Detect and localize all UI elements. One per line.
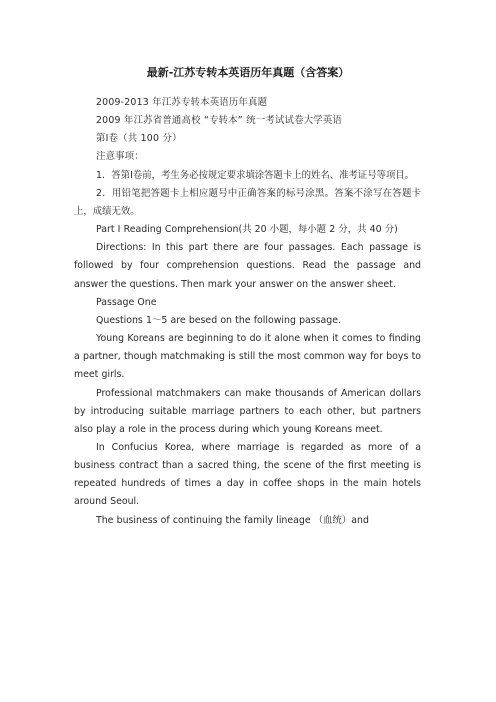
paragraph-passage-4: The business of continuing the family lineage （血统）and — [96, 514, 369, 526]
paragraph-passage-2: Professional matchmakers can make thousands of American dollars by introducing suitable marriage partners to each other, but partners also play a role in the process during which young Koreans meet. — [74, 387, 421, 435]
document-body — [74, 94, 421, 530]
paragraph-volume: 第Ⅰ卷（共 100 分） — [96, 133, 182, 145]
document-title: 最新-江苏专转本英语历年真题（含答案） — [146, 66, 350, 79]
paragraph-exam-name: 2009 年江苏省普通高校 “专转本” 统一考试试卷大学英语 — [96, 115, 342, 127]
paragraph-years: 2009-2013 年江苏专转本英语历年真题 — [96, 97, 268, 108]
paragraph-passage-heading: Passage One — [96, 296, 157, 308]
paragraph-passage-3: In Confucius Korea, where marriage is regarded as more of a business contract than a sacred thing, the scene of the first meeting is repeated hundreds of times a day in coffee shops in the main hotels around Seoul. — [74, 441, 421, 508]
paragraph-passage-1: Young Koreans are beginning to do it alone when it comes to finding a partner, though matchmaking is still the most common way for boys to meet girls. — [74, 333, 421, 381]
paragraph-notes-heading: 注意事项： — [96, 151, 144, 163]
paragraph-note-2: 2．用铅笔把答题卡上相应题号中正确答案的标号涂黑。答案不涂写在答题卡上，成绩无效。 — [74, 187, 421, 217]
paragraph-note-1: 1．答第Ⅰ卷前，考生务必按规定要求填涂答题卡上的姓名、准考证号等项目。 — [96, 169, 415, 181]
paragraph-part-heading: Part Ⅰ Reading Comprehension(共 20 小题，每小题 2 分，共 40 分) — [96, 224, 398, 236]
paragraph-questions-range: Questions 1～5 are besed on the following passage. — [96, 314, 341, 326]
paragraph-directions: Directions: In this part there are four passages. Each passage is followed by four comprehension questions. Read the passage and answer the questions. Then mark your answer on the answer sheet. — [74, 242, 421, 290]
